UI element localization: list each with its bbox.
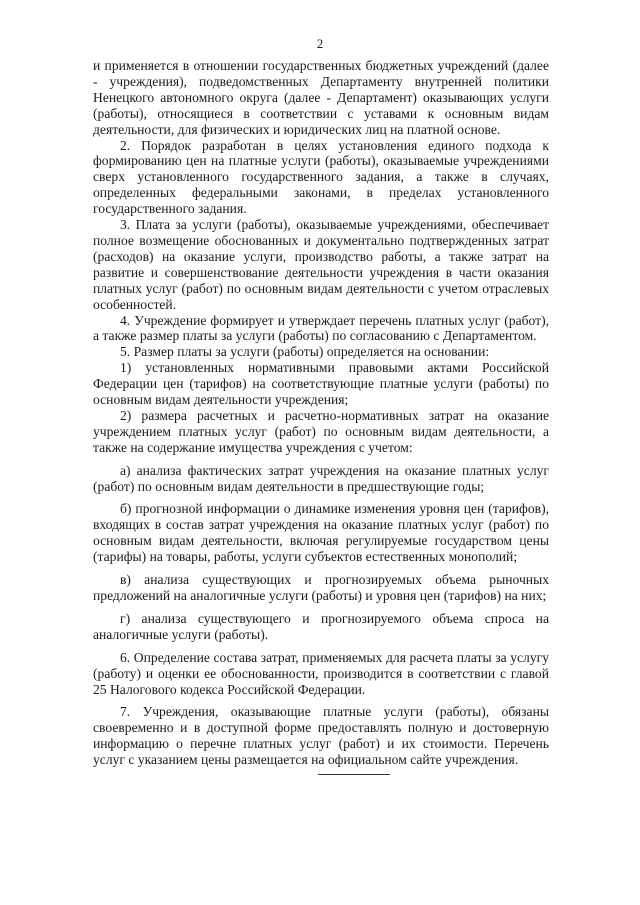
- paragraph-intro-continuation: и применяется в отношении государственных бюджетных учреждений (далее - учреждения), подведомственных Департаменту внутренней политики Ненецкого автономного округа (далее - Департамент) оказывающих услуги (работы), относящиеся в соответствии с уставами к основным видам деятельности, для физических и юридических лиц на платной основе.: [93, 58, 549, 137]
- paragraph-5-item-2-a: а) анализа фактических затрат учреждения на оказание платных услуг (работ) по основным видам деятельности в предшествующие годы;: [93, 462, 549, 494]
- paragraph-5-item-2-g: г) анализа существующего и прогнозируемого объема спроса на аналогичные услуги (работы).: [93, 610, 549, 642]
- paragraph-6: 6. Определение состава затрат, применяемых для расчета платы за услугу (работу) и оценки ее обоснованности, производится в соответствии с главой 25 Налогового кодекса Российской Федерации.: [93, 649, 549, 697]
- paragraph-7: 7. Учреждения, оказывающие платные услуги (работы), обязаны своевременно и в доступной форме предоставлять полную и достоверную информацию о перечне платных услуг (работ) и их стоимости. Перечень услуг с указанием цены размещается на официальном сайте учреждения.: [93, 704, 549, 768]
- paragraph-5-item-1: 1) установленных нормативными правовыми актами Российской Федерации цен (тарифов) на соответствующие платные услуги (работы) по основным видам деятельности учреждения;: [93, 360, 549, 408]
- paragraph-5-item-2-b: б) прогнозной информации о динамике изменения уровня цен (тарифов), входящих в состав затрат учреждения на оказание платных услуг (работ) по основным видам деятельности, включая регулируемые государством цены (тарифы) на товары, работы, услуги субъектов естественных монополий;: [93, 501, 549, 565]
- paragraph-5-item-2: 2) размера расчетных и расчетно-нормативных затрат на оказание учреждением платных услуг (работ) по основным видам деятельности, а также на содержание имущества учреждения с учетом:: [93, 407, 549, 455]
- paragraph-2: 2. Порядок разработан в целях установления единого подхода к формированию цен на платные услуги (работы), оказываемые учреждениями сверх установленного государственного задания, а также в случаях, определенных федеральными законами, в пределах установленного государственного задания.: [93, 137, 549, 217]
- paragraph-3: 3. Плата за услуги (работы), оказываемые учреждениями, обеспечивает полное возмещение обоснованных и документально подтвержденных затрат (расходов) на оказание услуги, производство работы, а также затрат на развитие и совершенствование деятельности учреждения в части оказания платных услуг (работ) по основным видам деятельности с учетом отраслевых особенностей.: [93, 217, 549, 312]
- document-body: [93, 58, 549, 768]
- end-divider: [318, 774, 390, 775]
- paragraph-5: 5. Размер платы за услуги (работы) определяется на основании:: [120, 344, 490, 360]
- paragraph-5-item-2-v: в) анализа существующих и прогнозируемых объема рыночных предложений на аналогичные услуги (работы) и уровня цен (тарифов) на них;: [93, 572, 549, 603]
- page-number: 2: [316, 36, 324, 51]
- paragraph-4: 4. Учреждение формирует и утверждает перечень платных услуг (работ), а также размер платы за услуги (работы) по согласованию с Департаментом.: [93, 312, 549, 344]
